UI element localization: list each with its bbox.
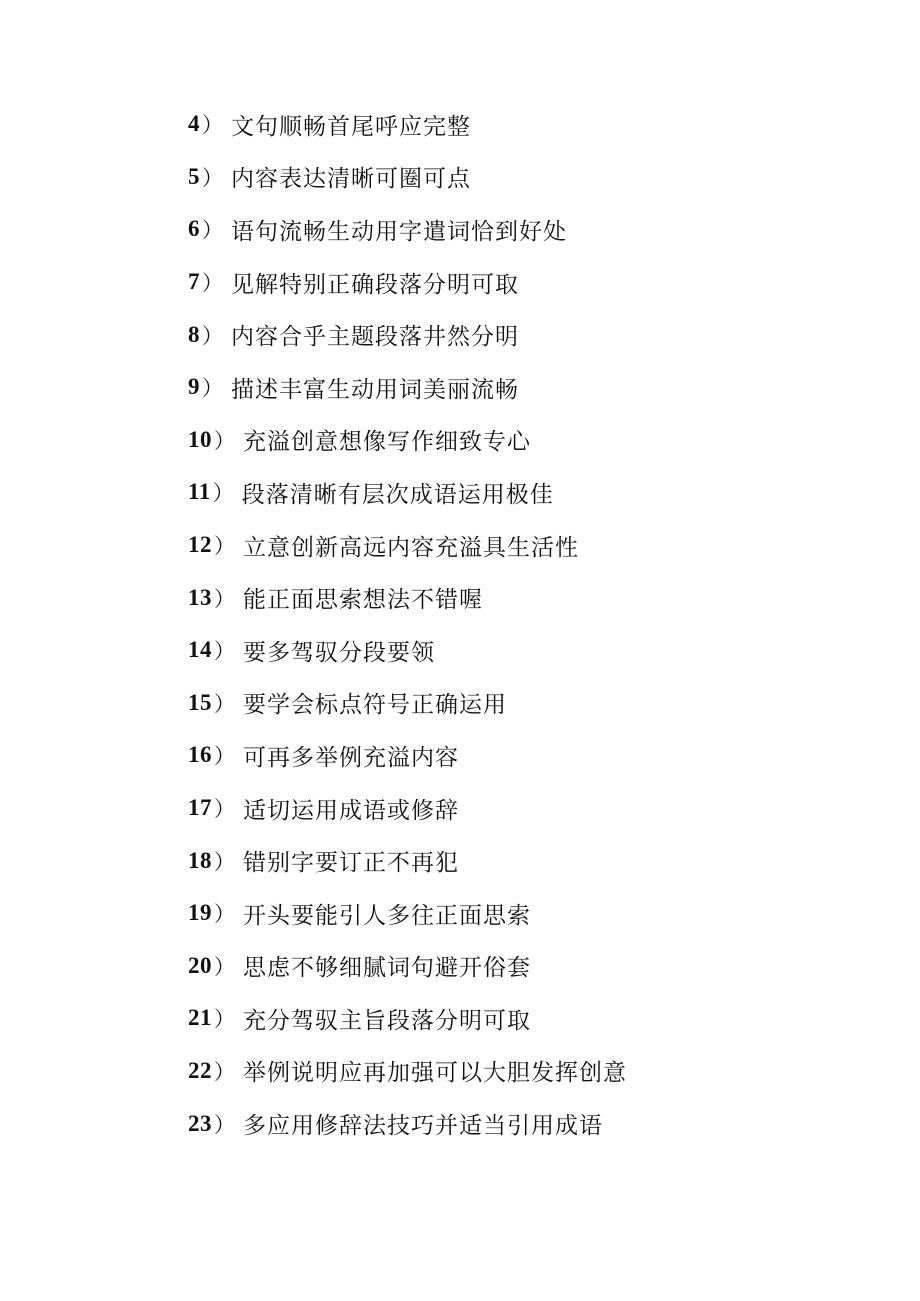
item-number: 10 <box>188 426 212 452</box>
item-text: 立意创新高远内容充溢具生活性 <box>243 534 579 561</box>
item-paren: ） <box>214 428 235 453</box>
item-text: 多应用修辞法技巧并适当引用成语 <box>243 1113 603 1140</box>
item-text: 要学会标点符号正确运用 <box>243 692 507 719</box>
list-item <box>188 992 848 1045</box>
item-number: 17 <box>188 795 212 821</box>
item-number: 4 <box>188 111 200 137</box>
item-text: 要多驾驭分段要领 <box>243 639 435 666</box>
item-number: 5 <box>188 163 200 189</box>
item-number: 18 <box>188 847 212 873</box>
item-number: 12 <box>188 532 212 558</box>
item-paren: ） <box>214 744 235 769</box>
item-paren: ） <box>214 534 235 559</box>
list-item <box>188 834 848 887</box>
item-paren: ） <box>214 639 235 664</box>
item-number: 23 <box>188 1110 212 1136</box>
item-number: 20 <box>188 952 212 978</box>
list-item <box>188 887 848 940</box>
item-paren: ） <box>202 323 223 348</box>
item-text: 描述丰富生动用词美丽流畅 <box>231 376 519 403</box>
item-number: 13 <box>188 584 212 610</box>
list-item <box>188 729 848 782</box>
list-item <box>188 519 848 572</box>
list-item <box>188 677 848 730</box>
item-paren: ） <box>214 954 235 979</box>
list-item <box>188 466 848 519</box>
list-item <box>188 308 848 361</box>
item-number: 22 <box>188 1057 212 1083</box>
list-item <box>188 98 848 151</box>
list-item <box>188 256 848 309</box>
item-text: 充分驾驭主旨段落分明可取 <box>243 1007 531 1034</box>
item-paren: ） <box>214 902 235 927</box>
item-number: 16 <box>188 742 212 768</box>
item-paren: ） <box>214 1059 235 1084</box>
list-item <box>188 571 848 624</box>
list-item <box>188 1045 848 1098</box>
item-number: 8 <box>188 321 200 347</box>
item-number: 21 <box>188 1005 212 1031</box>
list-item <box>188 624 848 677</box>
item-text: 错别字要订正不再犯 <box>243 850 459 877</box>
item-text: 语句流畅生动用字遣词恰到好处 <box>231 218 567 245</box>
item-text: 可再多举例充溢内容 <box>243 744 459 771</box>
item-paren: ） <box>214 797 235 822</box>
item-paren: ） <box>214 586 235 611</box>
list-item <box>188 203 848 256</box>
item-number: 19 <box>188 900 212 926</box>
item-paren: ） <box>202 271 223 296</box>
item-paren: ） <box>202 376 223 401</box>
list-item <box>188 1097 848 1150</box>
item-text: 段落清晰有层次成语运用极佳 <box>241 481 554 508</box>
item-paren: ） <box>214 1007 235 1032</box>
item-paren: ） <box>214 691 235 716</box>
item-text: 适切运用成语或修辞 <box>243 797 459 824</box>
list-item <box>188 151 848 204</box>
item-number: 15 <box>188 689 212 715</box>
item-text: 能正面思索想法不错喔 <box>243 587 483 614</box>
item-number: 9 <box>188 374 200 400</box>
list-item <box>188 361 848 414</box>
item-text: 见解特别正确段落分明可取 <box>231 271 519 298</box>
item-number: 14 <box>188 637 212 663</box>
list-item <box>188 940 848 993</box>
item-paren: ） <box>202 113 223 138</box>
list-item <box>188 414 848 467</box>
item-paren: ） <box>214 1112 235 1137</box>
item-text: 内容合乎主题段落井然分明 <box>231 324 519 351</box>
item-paren: ） <box>212 481 234 506</box>
comment-list <box>188 98 848 1150</box>
item-paren: ） <box>202 165 223 190</box>
item-text: 举例说明应再加强可以大胆发挥创意 <box>243 1060 627 1087</box>
item-text: 文句顺畅首尾呼应完整 <box>231 113 471 140</box>
item-text: 思虑不够细腻词句避开俗套 <box>243 955 531 982</box>
list-item <box>188 782 848 835</box>
item-paren: ） <box>214 849 235 874</box>
item-paren: ） <box>202 218 223 243</box>
item-number: 11 <box>188 479 211 505</box>
item-number: 6 <box>188 216 200 242</box>
item-number: 7 <box>188 269 200 295</box>
item-text: 内容表达清晰可圈可点 <box>231 166 471 193</box>
item-text: 充溢创意想像写作细致专心 <box>243 429 531 456</box>
item-text: 开头要能引人多往正面思索 <box>243 902 531 929</box>
